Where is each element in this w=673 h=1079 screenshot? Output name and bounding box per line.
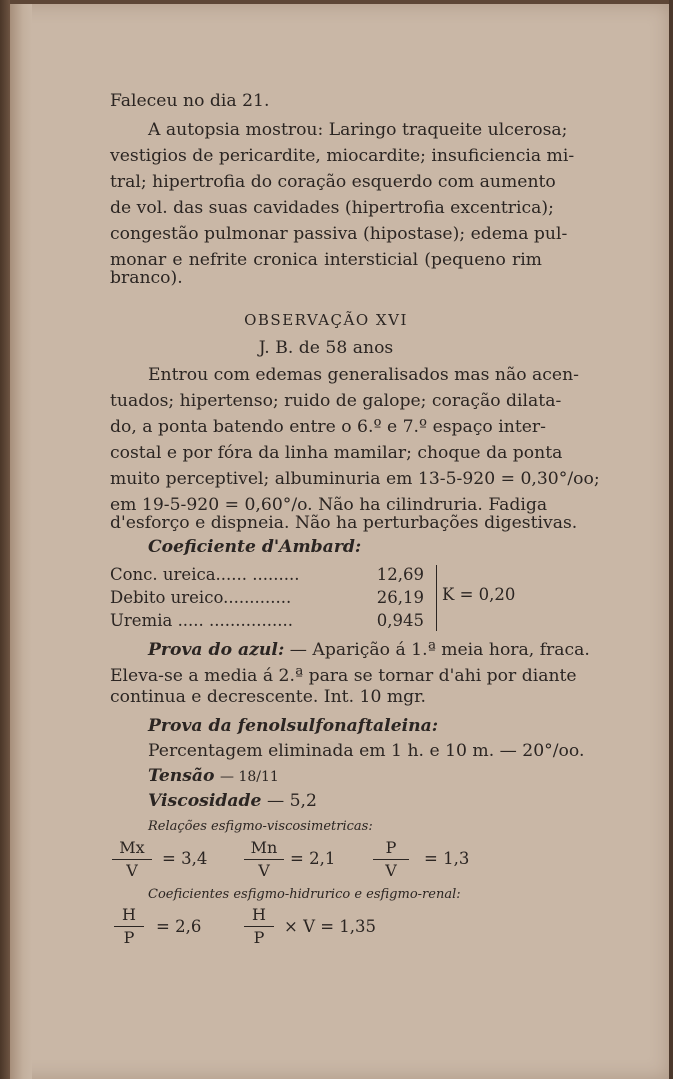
observation-line: d'esforço e dispneia. Não ha perturbações digestivas. — [110, 513, 578, 533]
ambard-value: 12,69 — [376, 565, 424, 584]
coeficientes-title: Coeficientes esfigmo-hidrurico e esfigmo-renal: — [148, 887, 461, 902]
autopsy-line: vestigios de pericardite, miocardite; insuficiencia mi- — [110, 146, 575, 166]
viscosidade-value: — 5,2 — [266, 791, 317, 811]
fenol-line: Percentagem eliminada em 1 h. e 10 m. — 20°/oo. — [148, 741, 585, 761]
coeficiente-result: = 2,6 — [156, 917, 202, 936]
relacao-result: = 3,4 — [162, 849, 208, 868]
azul-line — [148, 637, 590, 663]
coeficiente-result: × V = 1,35 — [284, 917, 377, 936]
ambard-table — [110, 563, 530, 635]
azul-line: Eleva-se a media á 2.ª para se tornar d'ahi por diante — [110, 666, 577, 686]
relacao-result: = 2,1 — [290, 849, 336, 868]
ambard-value: 26,19 — [376, 588, 424, 607]
observation-line: costal e por fóra da linha mamilar; choque da ponta — [110, 443, 563, 463]
fraction-h-p: H P — [114, 905, 144, 948]
ambard-label: Uremia ..... ................ — [110, 611, 293, 630]
ambard-k: K = 0,20 — [442, 585, 516, 604]
observation-line: do, a ponta batendo entre o 6.º e 7.º espaço inter- — [110, 417, 546, 437]
autopsy-line: A autopsia mostrou: Laringo traqueite ulcerosa; — [148, 120, 568, 140]
fenol-title: Prova da fenolsulfonaftaleina: — [148, 716, 439, 736]
page-right-edge — [669, 0, 673, 1079]
viscosidade-label: Viscosidade — [148, 791, 262, 811]
tensao-label: Tensão — [148, 766, 215, 786]
tensao-value: — 18/11 — [220, 769, 279, 785]
ambard-value: 0,945 — [376, 611, 424, 630]
fraction-mx-v: Mx V — [112, 838, 152, 881]
patient-line: J. B. de 58 anos — [258, 338, 394, 358]
autopsy-line: de vol. das suas cavidades (hipertrofia excentrica); — [110, 198, 554, 218]
azul-text: — Aparição á 1.ª meia hora, fraca. — [289, 640, 590, 660]
autopsy-line: branco). — [110, 268, 183, 288]
relacao-result: = 1,3 — [424, 849, 470, 868]
fraction-mn-v: Mn V — [244, 838, 284, 881]
observation-line: tuados; hipertenso; ruido de galope; coração dilata- — [110, 391, 562, 411]
autopsy-line: monar e nefrite cronica intersticial (pequeno rim — [110, 250, 542, 270]
autopsy-line: tral; hipertrofia do coração esquerdo com aumento — [110, 172, 556, 192]
azul-title: Prova do azul: — [148, 640, 285, 660]
facing-page-edge — [0, 0, 10, 1079]
death-note: Faleceu no dia 21. — [110, 91, 270, 111]
ambard-brace — [428, 565, 437, 631]
page-gutter — [10, 4, 32, 1079]
viscosidade-line — [148, 788, 542, 814]
ambard-title: Coeficiente d'Ambard: — [148, 537, 362, 557]
relacoes-title: Relações esfigmo-viscosimetricas: — [148, 819, 373, 834]
autopsy-line: congestão pulmonar passiva (hipostase); edema pul- — [110, 224, 568, 244]
azul-line: continua e decrescente. Int. 10 mgr. — [110, 687, 426, 707]
fraction-p-v: P V — [373, 838, 409, 881]
observation-heading: OBSERVAÇÃO XVI — [244, 311, 408, 329]
ambard-label: Debito ureico............. — [110, 588, 292, 607]
fraction-h-p: H P — [244, 905, 274, 948]
observation-line: muito perceptivel; albuminuria em 13-5-920 = 0,30°/oo; — [110, 469, 600, 489]
observation-line: Entrou com edemas generalisados mas não acen- — [148, 365, 579, 385]
observation-line: em 19-5-920 = 0,60°/o. Não ha cilindruria. Fadiga — [110, 495, 548, 515]
ambard-label: Conc. ureica...... ......... — [110, 565, 300, 584]
tensao-line — [148, 763, 542, 790]
